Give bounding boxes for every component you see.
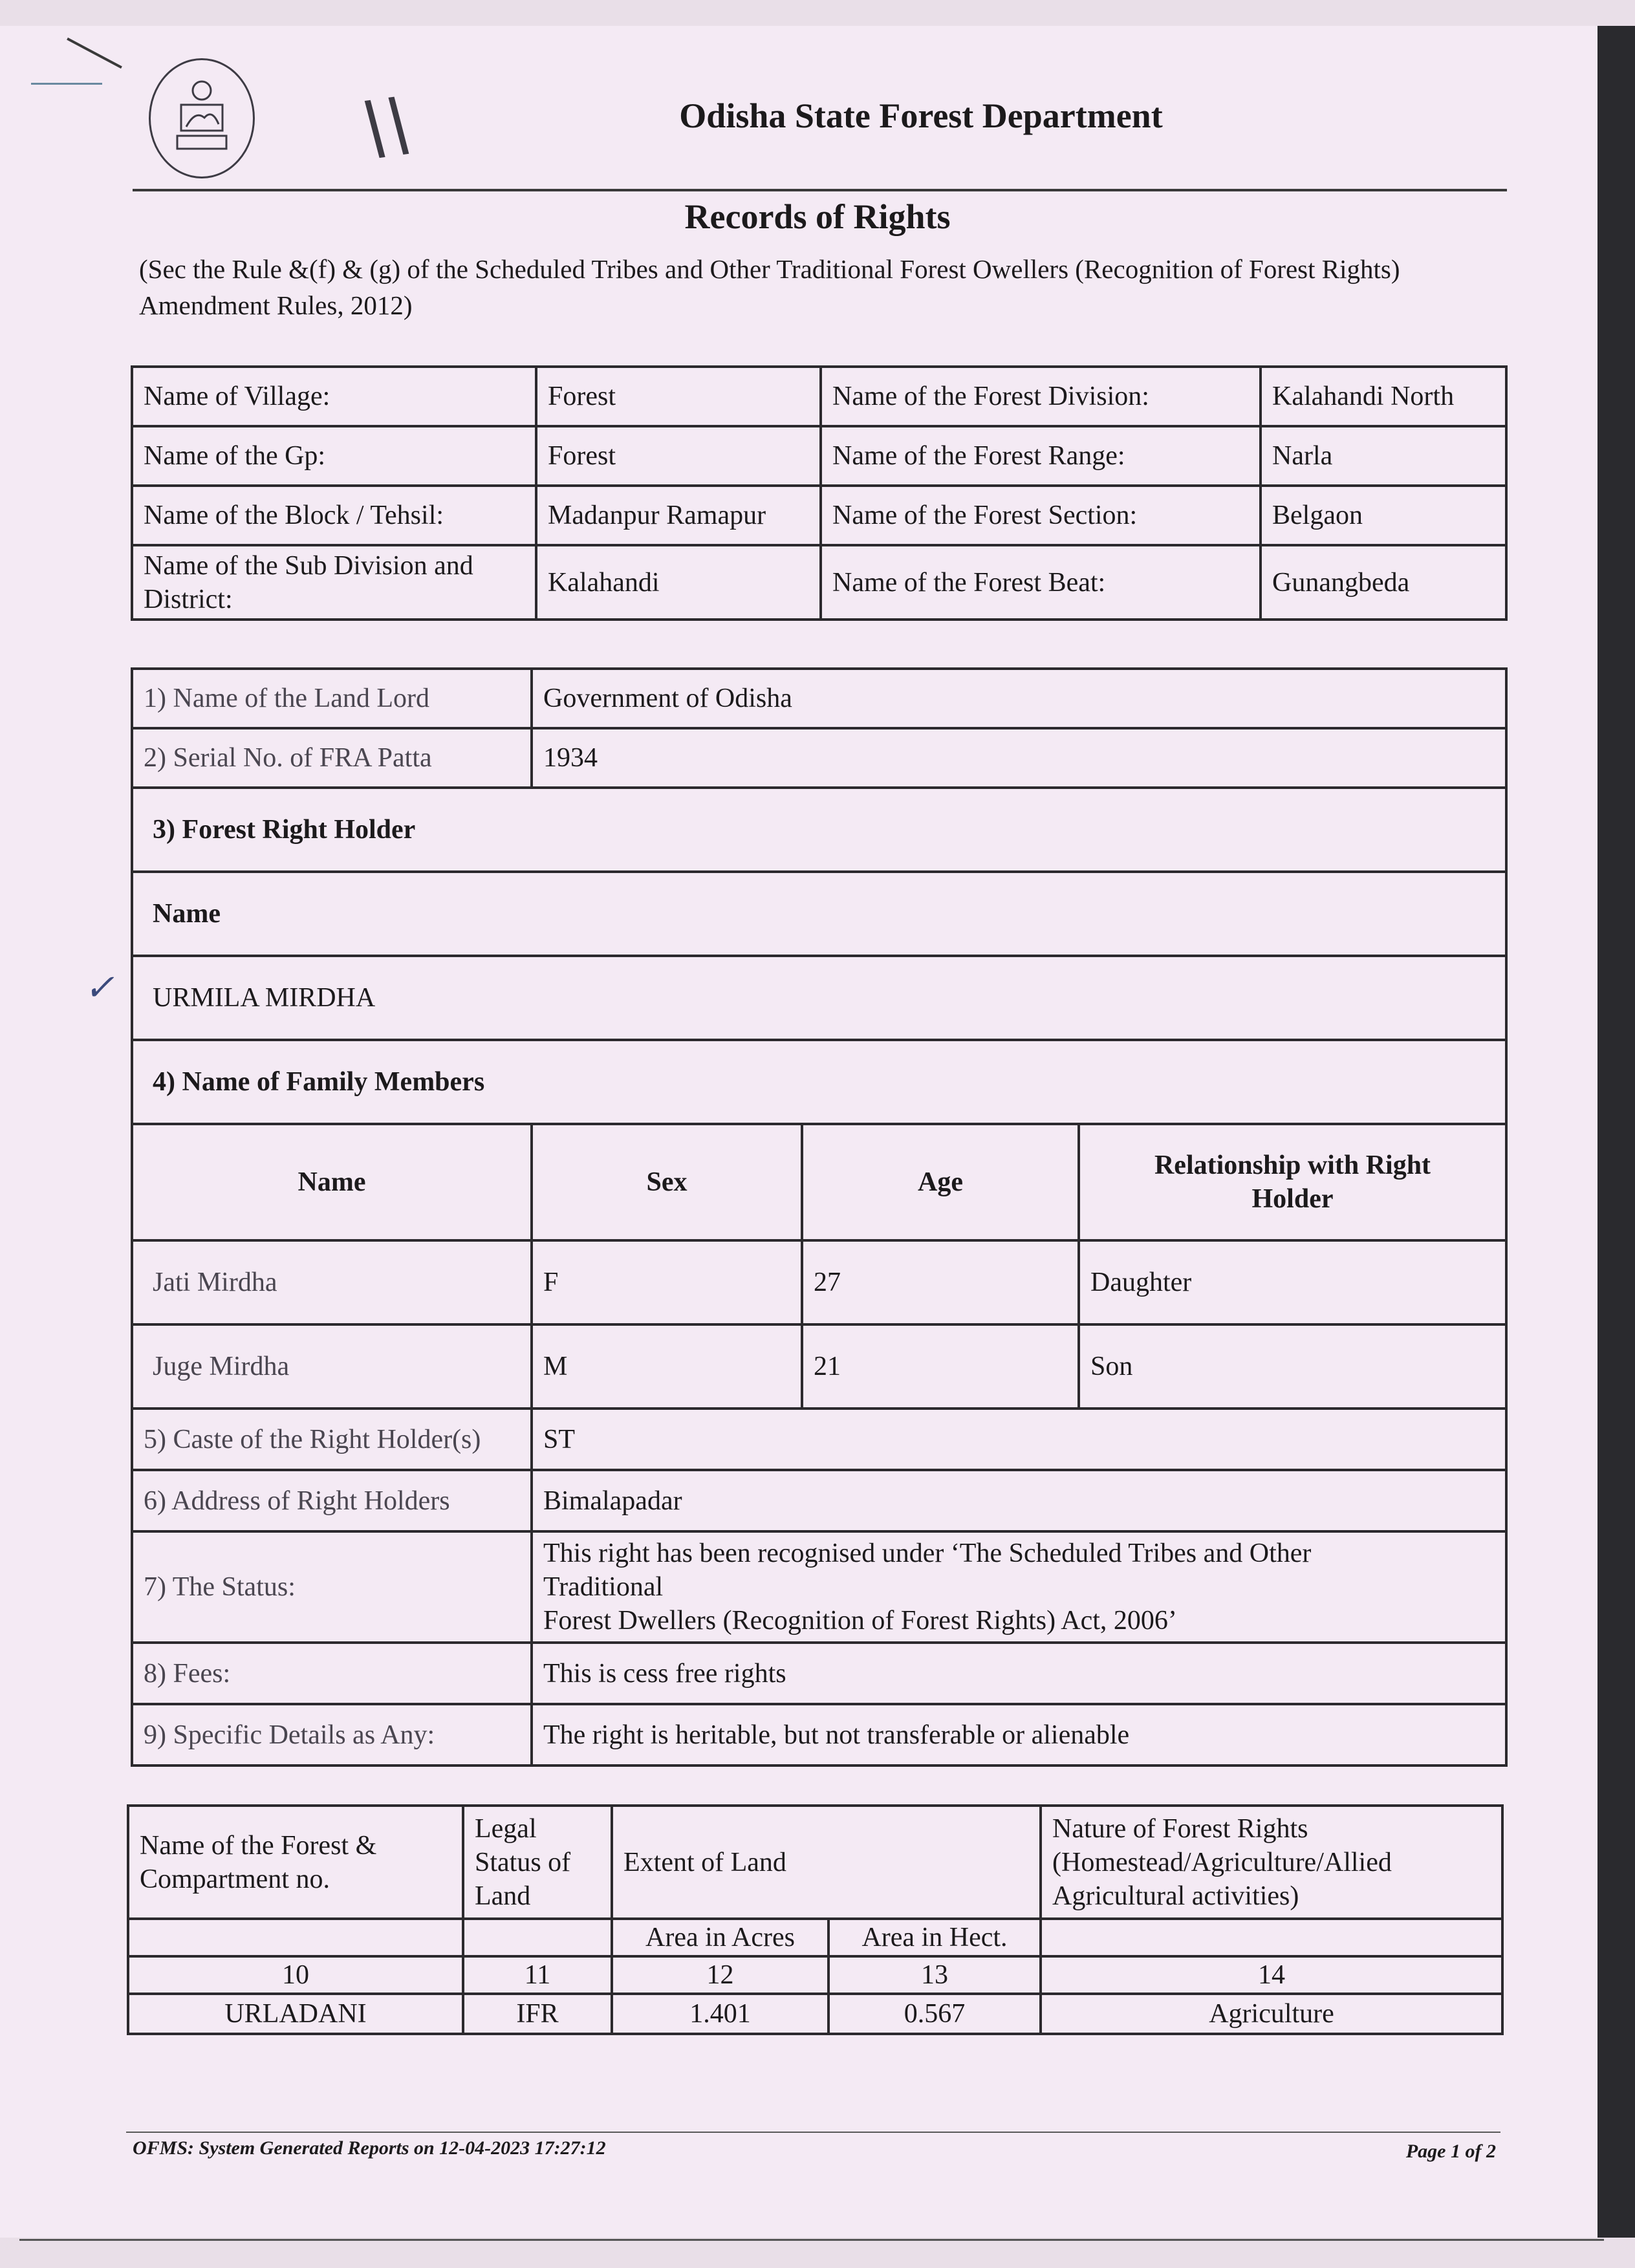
gp-label: Name of the Gp: <box>132 426 536 486</box>
table-row <box>128 1994 1502 2034</box>
location-table <box>131 365 1508 621</box>
family-header-name: Name <box>132 1124 532 1240</box>
family-member-relationship: Daughter <box>1079 1240 1506 1324</box>
family-header-sex: Sex <box>532 1124 802 1240</box>
table-row <box>132 1324 1506 1409</box>
beat-label: Name of the Forest Beat: <box>821 545 1261 620</box>
family-member-name: Jati Mirdha <box>132 1240 532 1324</box>
family-header-relationship: Relationship with Right Holder <box>1079 1124 1506 1240</box>
header-extent-of-land: Extent of Land <box>612 1806 1041 1919</box>
caste-label: 5) Caste of the Right Holder(s) <box>132 1409 532 1470</box>
handwritten-mark: \\ <box>356 81 416 170</box>
column-number-11: 11 <box>463 1956 612 1994</box>
holder-name: URMILA MIRDHA <box>132 956 1506 1040</box>
page-subtitle: (Sec the Rule &(f) & (g) of the Scheduled Tribes and Other Traditional Forest Owellers (Recognition of Forest Rights) Amendment Rules, 2012) <box>139 254 1400 320</box>
footer-generated: OFMS: System Generated Reports on 12-04-2023 17:27:12 <box>133 2137 606 2159</box>
serial-label: 2) Serial No. of FRA Patta <box>132 728 532 788</box>
village-value: Forest <box>536 367 821 426</box>
land-table <box>127 1804 1504 2035</box>
family-member-age: 27 <box>802 1240 1079 1324</box>
land-forest-name: URLADANI <box>128 1994 463 2034</box>
page-title: Records of Rights <box>684 197 951 236</box>
family-header-age: Age <box>802 1124 1079 1240</box>
land-legal-status: IFR <box>463 1994 612 2034</box>
block-label: Name of the Block / Tehsil: <box>132 486 536 545</box>
footer-rule <box>126 2132 1500 2133</box>
holder-heading: 3) Forest Right Holder <box>132 788 1506 872</box>
status-line-2: Forest Dwellers (Recognition of Forest Rights) Act, 2006’ <box>543 1606 1177 1636</box>
family-member-sex: M <box>532 1324 802 1409</box>
empty-cell <box>463 1919 612 1956</box>
subdivision-value: Kalahandi <box>536 545 821 620</box>
status-line-1: This right has been recognised under ‘The Scheduled Tribes and Other Traditional <box>543 1539 1312 1602</box>
holder-name-label: Name <box>132 872 1506 956</box>
header-legal-status: Legal Status of Land <box>463 1806 612 1919</box>
details-label: 9) Specific Details as Any: <box>132 1704 532 1766</box>
scan-edge <box>1597 26 1635 2238</box>
address-label: 6) Address of Right Holders <box>132 1470 532 1531</box>
land-area-acres: 1.401 <box>612 1994 828 2034</box>
status-value <box>532 1531 1506 1643</box>
margin-tick-mark: ✓ <box>84 968 114 1008</box>
land-area-hect: 0.567 <box>828 1994 1041 2034</box>
family-heading: 4) Name of Family Members <box>132 1040 1506 1124</box>
header-forest-compartment: Name of the Forest & Compartment no. <box>128 1806 463 1919</box>
rights-table <box>131 667 1508 1767</box>
details-value: The right is heritable, but not transferable or alienable <box>532 1704 1506 1766</box>
column-number-12: 12 <box>612 1956 828 1994</box>
column-number-13: 13 <box>828 1956 1041 1994</box>
fees-value: This is cess free rights <box>532 1643 1506 1704</box>
empty-cell <box>128 1919 463 1956</box>
section-value: Belgaon <box>1261 486 1506 545</box>
family-member-name: Juge Mirdha <box>132 1324 532 1409</box>
scan-bottom-line <box>19 2239 1604 2241</box>
header-area-hect: Area in Hect. <box>828 1919 1041 1956</box>
table-row <box>132 1240 1506 1324</box>
address-value: Bimalapadar <box>532 1470 1506 1531</box>
landlord-value: Government of Odisha <box>532 669 1506 728</box>
family-member-relationship: Son <box>1079 1324 1506 1409</box>
pen-stroke <box>31 83 102 85</box>
fees-label: 8) Fees: <box>132 1643 532 1704</box>
column-number-14: 14 <box>1041 1956 1502 1994</box>
empty-cell <box>1041 1919 1502 1956</box>
department-name: Odisha State Forest Department <box>679 96 1163 135</box>
family-member-sex: F <box>532 1240 802 1324</box>
footer-page-number: Page 1 of 2 <box>1405 2141 1496 2162</box>
section-label: Name of the Forest Section: <box>821 486 1261 545</box>
caste-value: ST <box>532 1409 1506 1470</box>
landlord-label: 1) Name of the Land Lord <box>132 669 532 728</box>
status-label: 7) The Status: <box>132 1531 532 1643</box>
block-value: Madanpur Ramapur <box>536 486 821 545</box>
division-label: Name of the Forest Division: <box>821 367 1261 426</box>
village-label: Name of Village: <box>132 367 536 426</box>
header-area-acres: Area in Acres <box>612 1919 828 1956</box>
serial-value: 1934 <box>532 728 1506 788</box>
column-number-10: 10 <box>128 1956 463 1994</box>
subdivision-label: Name of the Sub Division and District: <box>132 545 536 620</box>
gp-value: Forest <box>536 426 821 486</box>
range-value: Narla <box>1261 426 1506 486</box>
header-rule <box>133 189 1507 191</box>
family-member-age: 21 <box>802 1324 1079 1409</box>
range-label: Name of the Forest Range: <box>821 426 1261 486</box>
division-value: Kalahandi North <box>1261 367 1506 426</box>
header-nature-of-rights: Nature of Forest Rights (Homestead/Agriculture/Allied Agricultural activities) <box>1041 1806 1502 1919</box>
beat-value: Gunangbeda <box>1261 545 1506 620</box>
land-nature: Agriculture <box>1041 1994 1502 2034</box>
